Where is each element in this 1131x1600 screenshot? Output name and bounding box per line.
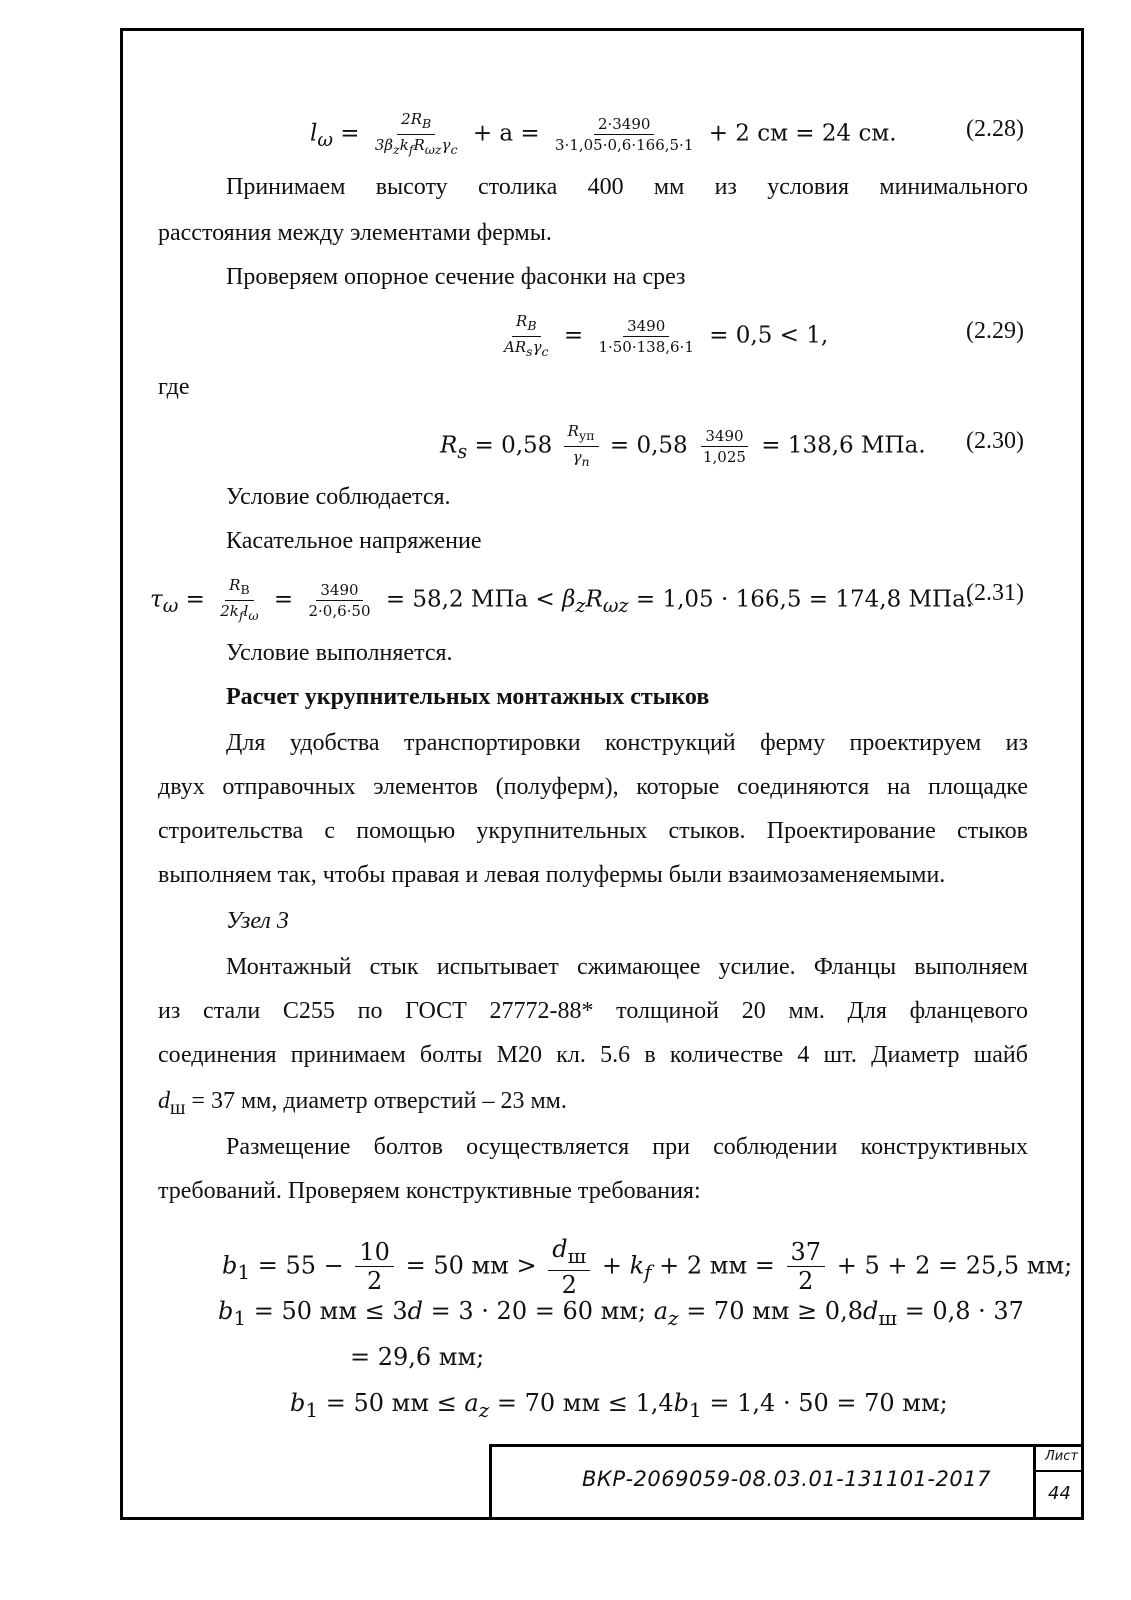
equation-continuation: = 29,6 мм; bbox=[350, 1343, 485, 1371]
equation-2-30: $R_s = 0,58$ $\frac{R_{уп}}{\gamma_n}$ = 0,58 $\frac{3490}{1,025}$ = 138,6 МПа. bbox=[440, 422, 926, 469]
paragraph-line: требований. Проверяем конструктивные требования: bbox=[158, 1178, 701, 1204]
fraction: $\frac{2R_B}{3\beta_zk_fR_{\omega z}\gamma_c}$ bbox=[374, 110, 458, 157]
document-number: ВКР-2069059-08.03.01-131101-2017 bbox=[582, 1467, 991, 1491]
fraction: $\frac{3490}{1\cdot 50\cdot 138,6\cdot 1}$ bbox=[598, 317, 694, 356]
sheet-number: 44 bbox=[1048, 1483, 1071, 1504]
sheet-label: Лист bbox=[1045, 1449, 1078, 1464]
paragraph-line: соединения принимаем болты М20 кл. 5.6 в количестве 4 шт. Диаметр шайб bbox=[158, 1042, 1028, 1068]
paragraph-line: Монтажный стык испытывает сжимающее усилие. Фланцы выполняем bbox=[226, 954, 1028, 980]
paragraph-line: Проверяем опорное сечение фасонки на срез bbox=[226, 264, 686, 290]
equation-b1-check: $b_1 = 55$ − $\frac{10}{2}$ = 50 мм > $\frac{d_ш}{2}$ + $k_f + 2$ мм = $\frac{37}{2}$ + 5 + 2 = 25,5 мм; bbox=[222, 1235, 1073, 1299]
node-label: Узел 3 bbox=[226, 908, 289, 934]
paragraph-line: выполняем так, чтобы правая и левая полуфермы были взаимозаменяемыми. bbox=[158, 862, 946, 888]
equation-number: (2.29) bbox=[966, 318, 1024, 344]
paragraph-line: Принимаем высоту столика 400 мм из условия минимального bbox=[226, 174, 1028, 200]
title-block bbox=[489, 1444, 1084, 1520]
paragraph-line: расстояния между элементами фермы. bbox=[158, 220, 552, 246]
paragraph-line: Условие соблюдается. bbox=[226, 484, 451, 510]
paragraph-line: Для удобства транспортировки конструкций ферму проектируем из bbox=[226, 730, 1028, 756]
fraction: $\frac{R_{уп}}{\gamma_n}$ bbox=[564, 422, 599, 471]
equation-2-28: $l_\omega$ = $\frac{2R_B}{3\beta_zk_fR_{\omega z}\gamma_c}$ + a = $\frac{2\cdot 3490}{3\cdot 1,05\cdot 0,6\cdot 166,5\cdot 1}$ + 2 см = 24 см. bbox=[310, 110, 897, 157]
equation-number: (2.31) bbox=[966, 580, 1024, 606]
paragraph-line: где bbox=[158, 374, 190, 400]
equation-number: (2.28) bbox=[966, 116, 1024, 142]
paragraph-line: Касательное напряжение bbox=[226, 528, 482, 554]
paragraph-line: $d_ш = 37$ мм, диаметр отверстий – 23 мм. bbox=[158, 1088, 567, 1119]
equation-2-31: $\tau_\omega$ = $\frac{R_В}{2k_fl_\omega}$ = $\frac{3490}{2\cdot 0,6\cdot 50}$ = 58,2 МПа < $\beta_zR_{\omega z} = 1,05 \cdot 166,5 = 174,8$ МПа. bbox=[150, 576, 974, 623]
fraction: $\frac{R_В}{2k_fl_\omega}$ bbox=[220, 576, 259, 623]
divider bbox=[1033, 1447, 1036, 1520]
paragraph-line: строительства с помощью укрупнительных стыков. Проектирование стыков bbox=[158, 818, 1028, 844]
fraction: $\frac{d_ш}{2}$ bbox=[548, 1236, 590, 1298]
fraction: $\frac{10}{2}$ bbox=[355, 1239, 394, 1294]
fraction: $\frac{2\cdot 3490}{3\cdot 1,05\cdot 0,6\cdot 166,5\cdot 1}$ bbox=[555, 115, 694, 154]
equation-b1-az-check: $b_1 = 50$ мм ≤ 3d = 3 · 20 = 60 мм; $a_z = 70$ мм ≥ $0,8d_ш = 0,8 \cdot 37$ bbox=[218, 1297, 1024, 1330]
divider bbox=[1033, 1470, 1084, 1472]
equation-b1-range: $b_1 = 50$ мм ≤ $a_z = 70$ мм ≤ $1,4b_1 = 1,4 \cdot 50 = 70$ мм; bbox=[290, 1389, 948, 1422]
paragraph-line: из стали С255 по ГОСТ 27772-88* толщиной 20 мм. Для фланцевого bbox=[158, 998, 1028, 1024]
paragraph-line: двух отправочных элементов (полуферм), которые соединяются на площадке bbox=[158, 774, 1028, 800]
equation-number: (2.30) bbox=[966, 428, 1024, 454]
paragraph-line: Размещение болтов осуществляется при соблюдении конструктивных bbox=[226, 1134, 1028, 1160]
equation-2-29: $\frac{R_B}{AR_s\gamma_c}$ = $\frac{3490}{1\cdot 50\cdot 138,6\cdot 1}$ = 0,5 < 1, bbox=[496, 312, 828, 361]
fraction: $\frac{37}{2}$ bbox=[787, 1239, 826, 1294]
fraction: $\frac{3490}{2\cdot 0,6\cdot 50}$ bbox=[308, 581, 371, 620]
paragraph-line: Условие выполняется. bbox=[226, 640, 453, 666]
fraction: $\frac{R_B}{AR_s\gamma_c}$ bbox=[504, 312, 549, 359]
fraction: $\frac{3490}{1,025}$ bbox=[703, 427, 746, 466]
section-heading: Расчет укрупнительных монтажных стыков bbox=[226, 684, 710, 710]
